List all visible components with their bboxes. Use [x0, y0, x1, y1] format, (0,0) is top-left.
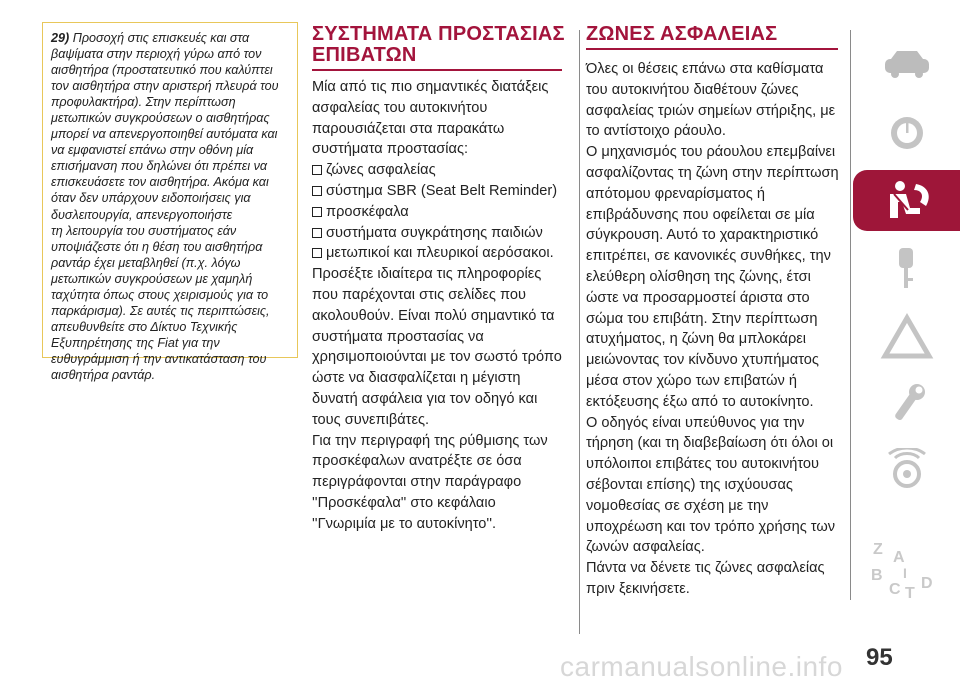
text-line: του αυτοκινήτου διαθέτουν ζώνες: [586, 81, 799, 98]
car-info-icon: [877, 45, 937, 85]
note-line: τον αισθητήρα στην αριστερή πλευρά του: [51, 79, 279, 94]
outro-paragraph: [312, 264, 574, 534]
text-line: ώστε να διασφαλίζεται η μέγιστη: [312, 370, 521, 387]
text-line: Ο οδηγός είναι υπεύθυνος για την: [586, 414, 805, 431]
text-line: ελεύθερη ολίσθηση της ζώνης, έτσι: [586, 268, 811, 285]
note-line: επισήμανση που δηλώνει ότι πρέπει να: [51, 159, 268, 174]
text-line: συστήματα προστασίας:: [312, 141, 469, 158]
text-line: υποχρέωση και τον τρόπο χρήσης των: [586, 518, 836, 535]
note-line: όταν δεν υπάρχουν ειδοποιήσεις για: [51, 191, 251, 206]
text-line: νομοθεσίας σε σχέση με την: [586, 497, 769, 514]
text-line: επιτρέπει, σε κανονικές συνθήκες, την: [586, 248, 831, 265]
text-line: περιγράφονται στην παράγραφο: [312, 474, 522, 491]
index-letter: D: [920, 575, 933, 592]
checkbox-bullet-icon: [312, 207, 322, 217]
heading-line: ΣΥΣΤΗΜΑΤΑ ΠΡΟΣΤΑΣΙΑΣ: [312, 23, 565, 45]
bullet-item: [312, 223, 574, 244]
text-line: Μία από τις πιο σημαντικές διατάξεις: [312, 79, 549, 95]
bullet-label: μετωπικοί και πλευρικοί αερόσακοι.: [326, 245, 554, 262]
text-line: Ο μηχανισμός του ράουλου επεμβαίνει: [586, 144, 836, 161]
text-line: ασφαλείας του αυτοκινήτου: [312, 99, 488, 116]
tab-starting-driving[interactable]: [853, 238, 960, 299]
text-line: σέβονται επίσης) της ισχύουσας: [586, 476, 793, 493]
warning-triangle-icon: [877, 312, 937, 362]
tab-car-info[interactable]: [853, 34, 960, 95]
section-body: [312, 77, 574, 535]
text-line: ''Γνωριμία με το αυτοκίνητο''.: [312, 515, 497, 532]
tab-safety[interactable]: [853, 170, 960, 231]
index-icon: [867, 532, 947, 602]
note-line: Προσοχή στις επισκευές και στα: [72, 31, 250, 45]
tab-index[interactable]: [853, 510, 960, 624]
text-line: Για την περιγραφή της ρύθμισης των: [312, 432, 548, 449]
checkbox-bullet-icon: [312, 248, 322, 258]
multimedia-icon: [877, 448, 937, 498]
text-line: χρησιμοποιούνται με τον σωστό τρόπο: [312, 349, 562, 366]
note-line: επισκευάσετε τον αισθητήρα. Ακόμα και: [51, 175, 269, 190]
text-line: ζωνών ασφαλείας.: [586, 539, 705, 556]
text-line: μειώνοντας τον κίνδυνο χτυπήματος: [586, 352, 819, 369]
note-line: μπορεί να απενεργοποιηθεί αυτόματα και: [51, 127, 278, 142]
section-heading: ΖΩΝΕΣ ΑΣΦΑΛΕΙΑΣ: [586, 24, 838, 50]
text-line: υπόλοιποι επιβάτες του αυτοκινήτου: [586, 456, 820, 473]
note-line: υποψιάζεστε ότι η θέση του αισθητήρα: [51, 239, 263, 254]
text-line: τους συνεπιβάτες.: [312, 411, 430, 428]
text-line: πριν ξεκινήσετε.: [586, 580, 690, 597]
heading-line: ΕΠΙΒΑΤΩΝ: [312, 44, 417, 66]
checkbox-bullet-icon: [312, 186, 322, 196]
bullet-item: [312, 181, 574, 202]
index-letter: B: [870, 567, 883, 584]
tab-instruments[interactable]: [853, 102, 960, 163]
note-line: Εξυπηρέτησης της Fiat για την: [51, 335, 220, 350]
text-line: προσκέφαλων ανατρέξτε σε όσα: [312, 453, 522, 470]
index-letter: I: [902, 565, 907, 581]
text-line: συστήματα προστασίας να: [312, 328, 484, 345]
note-line: ταχύτητα όπως στους χειρισμούς για το: [51, 287, 269, 302]
index-letter: A: [892, 549, 905, 566]
index-letter: T: [904, 585, 915, 602]
note-line: τη λειτουργία του συστήματος εάν: [51, 223, 237, 238]
text-line: ''Προσκέφαλα'' στο κεφάλαιο: [312, 494, 496, 511]
bullet-label: προσκέφαλα: [326, 203, 409, 220]
bullet-label: ζώνες ασφαλείας: [326, 162, 436, 179]
text-line: ακολουθούν. Είναι πολύ σημαντικό τα: [312, 307, 555, 324]
section-heading: [312, 23, 565, 71]
note-number: 29): [51, 31, 70, 45]
key-icon: [877, 244, 937, 294]
note-line: δυσλειτουργία, απενεργοποιήστε: [51, 207, 233, 222]
tab-technical-data[interactable]: [853, 442, 960, 503]
wrench-icon: [877, 380, 937, 430]
note-line: προφυλακτήρα). Στην περίπτωση: [51, 95, 236, 110]
watermark: carmanualsonline.info: [560, 651, 843, 682]
text-line: το αντίστοιχο ράουλο.: [586, 123, 726, 140]
bullet-item: [312, 243, 574, 264]
text-line: εκτόξευσης έξω από το αυτοκίνητο.: [586, 393, 814, 410]
page-number: 95: [866, 644, 893, 671]
text-line: Πάντα να δένετε τις ζώνες ασφαλείας: [586, 560, 825, 577]
text-line: Όλες οι θέσεις επάνω στα καθίσματα: [586, 61, 824, 77]
section-passenger-protection: [312, 24, 574, 535]
tab-emergency[interactable]: [853, 306, 960, 367]
note-line: ευθυγράμμιση ή την αντικατάσταση του: [51, 351, 267, 366]
bullet-item: [312, 202, 574, 223]
chapter-tabs: [853, 34, 960, 634]
text-line: ασφαλείας τριών σημείων στήριξης, με: [586, 102, 836, 119]
note-line: αισθητήρα ραντάρ.: [51, 367, 156, 382]
bullet-item: [312, 160, 574, 181]
airbag-safety-icon: [876, 178, 938, 224]
warning-note: [42, 22, 298, 382]
checkbox-bullet-icon: [312, 228, 322, 238]
text-line: δυνατή ασφάλεια για τον οδηγό και: [312, 390, 538, 407]
note-line: βαψίματα στην περιοχή γύρω από τον: [51, 47, 262, 62]
text-line: επιβράδυνσης που οφείλεται σε μία: [586, 206, 815, 223]
bullet-label: σύστημα SBR (Seat Belt Reminder): [326, 182, 558, 199]
bullet-label: συστήματα συγκράτησης παιδιών: [326, 224, 543, 241]
column-divider: [850, 30, 851, 600]
text-line: σύγκρουση. Αυτό το χαρακτηριστικό: [586, 227, 819, 244]
index-letter: Z: [872, 541, 883, 558]
column-divider: [579, 30, 580, 634]
index-letter: C: [888, 581, 901, 598]
note-lines: [51, 31, 279, 382]
note-line: μετωπικών συγκρούσεων με χαμηλή: [51, 271, 253, 286]
text-line: ασφαλίζοντας τη ζώνη στην περίπτωση: [586, 164, 839, 181]
note-text: [51, 30, 289, 383]
text-line: απότομου φρεναρίσματος ή: [586, 185, 765, 202]
tab-maintenance[interactable]: [853, 374, 960, 435]
section-body: [586, 59, 846, 600]
note-line: ραντάρ έχει μεταβληθεί (π.χ. λόγω: [51, 255, 241, 270]
text-line: παρουσιάζεται στα παρακάτω: [312, 120, 505, 137]
text-line: Προσέξτε ιδιαίτερα τις πληροφορίες: [312, 266, 542, 283]
text-line: ατυχήματος, η ζώνη θα μπλοκάρει: [586, 331, 806, 348]
note-line: να εμφανιστεί επάνω στην οθόνη μία: [51, 143, 254, 158]
text-line: ώστε να προσαρμοστεί άριστα στο: [586, 289, 810, 306]
text-line: που παρέχονται στις σελίδες που: [312, 286, 526, 303]
section-seat-belts: [586, 24, 846, 600]
checkbox-bullet-icon: [312, 165, 322, 175]
note-line: παρκάρισμα). Σε αυτές τις περιπτώσεις,: [51, 303, 270, 318]
note-line: μετωπικών συγκρούσεων ο αισθητήρας: [51, 111, 270, 126]
note-line: απευθυνθείτε στο Δίκτυο Τεχνικής: [51, 319, 238, 334]
intro-paragraph: [312, 77, 574, 160]
text-line: τήρηση (και τη διαβεβαίωση ότι όλοι οι: [586, 435, 834, 452]
bullet-list: [312, 160, 574, 264]
note-line: αισθητήρα (προστατευτικό που καλύπτει: [51, 63, 273, 78]
text-line: σώμα του επιβάτη. Στην περίπτωση: [586, 310, 818, 327]
dashboard-icon: [877, 111, 937, 155]
text-line: μέσα στον χώρο των επιβατών ή: [586, 372, 797, 389]
